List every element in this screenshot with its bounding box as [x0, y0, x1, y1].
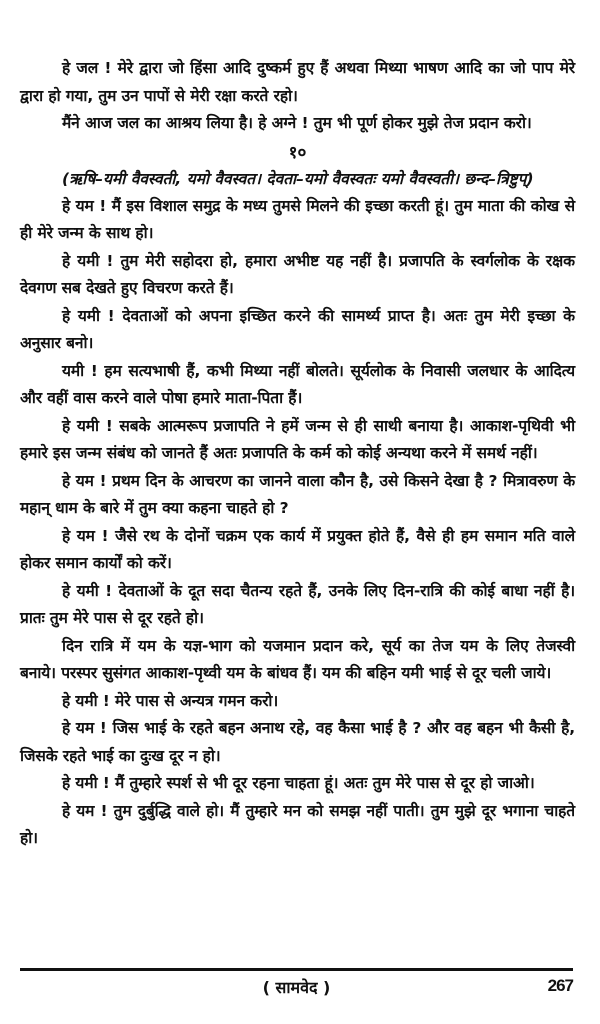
paragraph: हे यम ! जैसे रथ के दोनों चक्रम एक कार्य में प्रयुक्त होते हैं, वैसे ही हम समान मति वाले होकर समान कार्यों को करें। [20, 526, 575, 572]
paragraph: हे यम ! मैं इस विशाल समुद्र के मध्य तुमसे मिलने की इच्छा करती हूं। तुम माता की कोख से ही मेरे जन्म के साथ हो। [20, 196, 575, 242]
paragraph: हे यमी ! मैं तुम्हारे स्पर्श से भी दूर रहना चाहता हूं। अतः तुम मेरे पास से दूर हो जाओ। [62, 774, 535, 792]
paragraph: यमी ! हम सत्यभाषी हैं, कभी मिथ्या नहीं बोलते। सूर्यलोक के निवासी जलधार के आदित्य और वहीं वास करने वाले पोषा हमारे माता-पिता हैं। [20, 361, 575, 407]
paragraph: हे यमी ! देवताओं को अपना इच्छित करने की सामर्थ्य प्राप्त है। अतः तुम मेरी इच्छा के अनुसार बनो। [20, 306, 575, 352]
footer-divider [20, 968, 573, 971]
page-body [20, 55, 575, 853]
paragraph: हे यमी ! मेरे पास से अन्यत्र गमन करो। [62, 691, 279, 710]
footer-book-title: ( सामवेद ) [262, 978, 331, 997]
paragraph: हे यम ! प्रथम दिन के आचरण का जानने वाला कौन है, उसे किसने देखा है ? मित्रावरुण के महान् धाम के बारे में तुम क्या कहना चाहते हो ? [20, 471, 575, 517]
paragraph: हे यम ! तुम दुर्बुद्धि वाले हो। मैं तुम्हारे मन को समझ नहीं पाती। तुम मुझे दूर भगाना चाहते हो। [20, 801, 575, 847]
paragraph: मैंने आज जल का आश्रय लिया है। हे अग्ने ! तुम भी पूर्ण होकर मुझे तेज प्रदान करो। [62, 114, 532, 132]
page-footer [20, 976, 573, 1002]
paragraph: हे यमी ! देवताओं के दूत सदा चैतन्य रहते हैं, उनके लिए दिन-रात्रि की कोई बाधा नहीं है। प्रातः तुम मेरे पास से दूर रहते हो। [20, 581, 575, 627]
paragraph: हे यम ! जिस भाई के रहते बहन अनाथ रहे, वह कैसा भाई है ? और वह बहन भी कैसी है, जिसके रहते भाई का दुःख दूर न हो। [20, 719, 575, 765]
section-number: १० [288, 142, 307, 163]
page-number: 267 [547, 976, 573, 995]
paragraph: दिन रात्रि में यम के यज्ञ-भाग को यजमान प्रदान करे, सूर्य का तेज यम के लिए तेजस्वी बनाये। परस्पर सुसंगत आकाश-पृथ्वी यम के बांधव हैं। यम की बहिन यमी भाई से दूर चली जाये। [20, 636, 575, 682]
paragraph: हे यमी ! सबके आत्मरूप प्रजापति ने हमें जन्म से ही साथी बनाया है। आकाश-पृथिवी भी हमारे इस जन्म संबंध को जानते हैं अतः प्रजापति के कर्म को कोई अन्यथा करने में समर्थ नहीं। [20, 416, 575, 462]
paragraph: हे यमी ! तुम मेरी सहोदरा हो, हमारा अभीष्ट यह नहीं है। प्रजापति के स्वर्गलोक के रक्षक देवगण सब देखते हुए विचरण करते हैं। [20, 251, 575, 297]
paragraph: हे जल ! मेरे द्वारा जो हिंसा आदि दुष्कर्म हुए हैं अथवा मिथ्या भाषण आदि का जो पाप मेरे द्वारा हो गया, तुम उन पापों से मेरी रक्षा करते रहो। [20, 59, 575, 105]
section-metadata: (ऋषि–यमी वैवस्वती, यमो वैवस्वत। देवता–यमो वैवस्वतः यमो वैवस्वती। छन्द–त्रिष्टुप्) [62, 169, 534, 188]
